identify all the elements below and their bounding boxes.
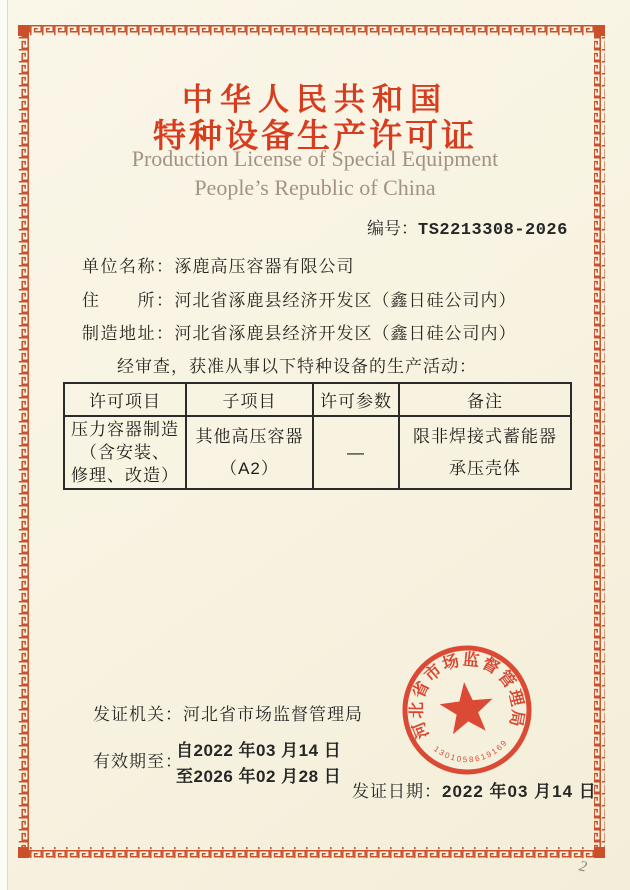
col-header-remark: 备注 xyxy=(399,383,571,416)
unit-name-value: 涿鹿高压容器有限公司 xyxy=(174,257,355,276)
cell-parameter: — xyxy=(313,416,399,489)
sub-item-line1: 其他高压容器 xyxy=(195,426,304,446)
issue-date-label: 发证日期： xyxy=(352,782,442,801)
table-row xyxy=(64,416,571,489)
approval-statement: 经审查，获准从事以下特种设备的生产活动： xyxy=(117,357,477,376)
cell-sub-item xyxy=(186,416,313,489)
col-header-parameter: 许可参数 xyxy=(313,383,399,416)
handwritten-mark: 2 xyxy=(577,858,589,876)
license-number-line xyxy=(367,214,568,240)
permit-item-line2: （含安装、 xyxy=(80,443,170,462)
remark-line1: 限非焊接式蓄能器 xyxy=(413,426,557,446)
manufacturing-address-label: 制造地址： xyxy=(82,324,175,343)
address-label: 住 所： xyxy=(82,291,175,310)
validity-from: 自2022 年03 月14 日 xyxy=(176,741,342,760)
official-seal xyxy=(379,622,555,798)
address-value: 河北省涿鹿县经济开发区（鑫日硅公司内） xyxy=(174,291,517,310)
seal-code: 1301058619169 xyxy=(432,737,510,765)
validity-to: 至2026 年02 月28 日 xyxy=(176,767,342,786)
title-cn-line2: 特种设备生产许可证 xyxy=(153,117,477,154)
permit-item-line1: 压力容器制造 xyxy=(71,420,179,439)
title-en-line1: Production License of Special Equipment xyxy=(131,146,499,171)
permit-item-line3: 修理、改造） xyxy=(71,466,179,485)
issuing-authority-value: 河北省市场监督管理局 xyxy=(183,705,363,724)
address-line xyxy=(82,286,517,311)
manufacturing-address-line xyxy=(82,319,517,344)
col-header-permit-item: 许可项目 xyxy=(64,383,186,416)
seal-ring-text: 河北省市场监督管理局 xyxy=(407,650,527,742)
seal-star-icon xyxy=(438,679,496,735)
unit-name-line xyxy=(82,252,355,277)
manufacturing-address-value: 河北省涿鹿县经济开发区（鑫日硅公司内） xyxy=(174,324,517,343)
issuing-authority-label: 发证机关： xyxy=(93,705,183,724)
table-header-row xyxy=(64,383,571,416)
remark-line2: 承压壳体 xyxy=(449,458,521,478)
title-cn-line1: 中华人民共和国 xyxy=(182,82,448,117)
title-en-line2: People’s Republic of China xyxy=(194,175,436,200)
cell-remark xyxy=(399,416,571,489)
permit-table xyxy=(63,382,572,490)
validity-label: 有效期至： xyxy=(93,752,183,771)
cell-permit-item xyxy=(64,416,186,489)
sub-item-line2: （A2） xyxy=(220,458,279,478)
issue-date-value: 2022 年03 月14 日 xyxy=(442,782,597,801)
issuing-authority-line xyxy=(93,700,363,725)
col-header-sub-item: 子项目 xyxy=(186,383,313,416)
license-number-value: TS2213308-2026 xyxy=(418,221,568,240)
unit-name-label: 单位名称： xyxy=(82,257,175,276)
license-number-label: 编号： xyxy=(367,219,418,238)
